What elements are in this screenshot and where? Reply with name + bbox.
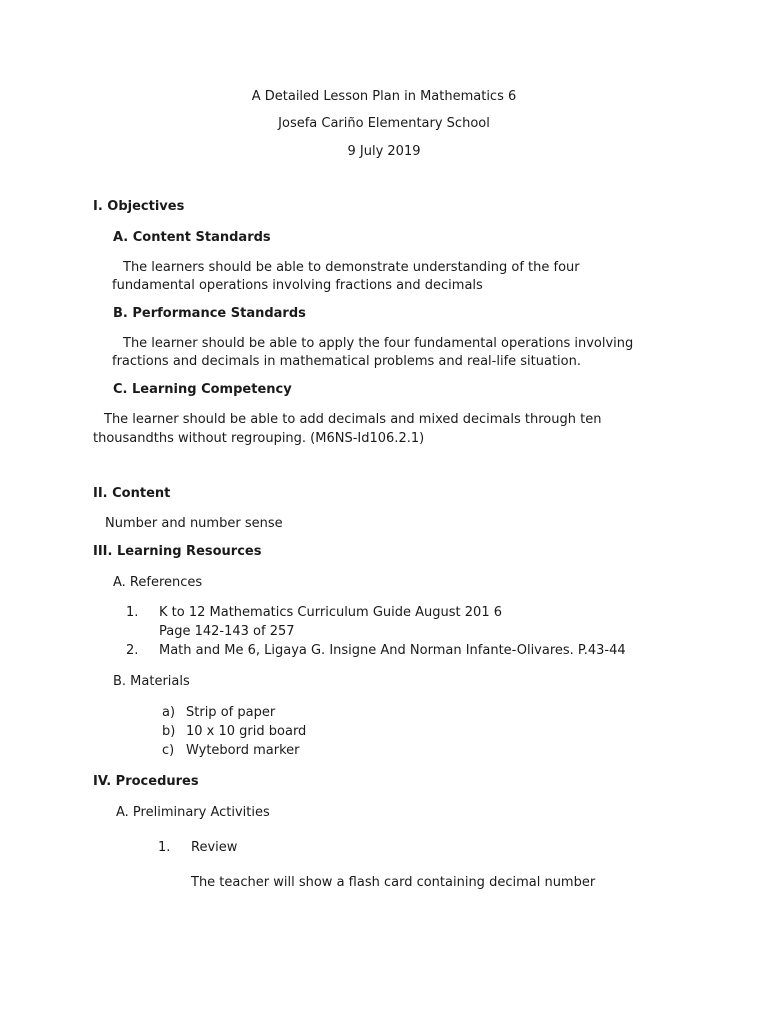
references-heading: A. References (113, 575, 203, 590)
material-item-marker: a) (162, 705, 176, 720)
reference-item-number: 1. (126, 605, 139, 620)
reference-item-line1: K to 12 Mathematics Curriculum Guide August 201 6 (159, 605, 502, 620)
reference-item-line1: Math and Me 6, Ligaya G. Insigne And Norman Infante-Olivares. P.43-44 (159, 643, 626, 658)
performance-standards-text-line2: fractions and decimals in mathematical problems and real-life situation. (112, 354, 581, 369)
learning-competency-text-line2: thousandths without regrouping. (M6NS-Id106.2.1) (93, 431, 425, 446)
material-item-marker: b) (162, 724, 176, 739)
material-item-text: Strip of paper (186, 705, 276, 720)
reference-item-number: 2. (126, 643, 139, 658)
content-standards-text-line2: fundamental operations involving fractions and decimals (112, 278, 483, 293)
performance-standards-text-line1: The learner should be able to apply the four fundamental operations involving (123, 336, 634, 351)
content-heading: II. Content (93, 486, 171, 501)
reference-item-line2: Page 142-143 of 257 (159, 624, 295, 639)
material-item-text: Wytebord marker (186, 743, 300, 758)
review-label: Review (191, 840, 238, 855)
review-text: The teacher will show a flash card containing decimal number (191, 875, 596, 890)
content-text: Number and number sense (105, 516, 283, 531)
lesson-date: 9 July 2019 (347, 144, 421, 159)
material-item-marker: c) (162, 743, 175, 758)
procedures-heading: IV. Procedures (93, 774, 199, 789)
learning-competency-heading: C. Learning Competency (113, 382, 292, 397)
school-name: Josefa Cariño Elementary School (278, 116, 490, 131)
content-standards-heading: A. Content Standards (113, 230, 271, 245)
document-title: A Detailed Lesson Plan in Mathematics 6 (251, 89, 517, 104)
objectives-heading: I. Objectives (93, 199, 185, 214)
learning-resources-heading: III. Learning Resources (93, 544, 262, 559)
content-standards-text-line1: The learners should be able to demonstrate understanding of the four (123, 260, 580, 275)
preliminary-activities-heading: A. Preliminary Activities (116, 805, 270, 820)
review-number: 1. (158, 840, 171, 855)
material-item-text: 10 x 10 grid board (186, 724, 307, 739)
materials-heading: B. Materials (113, 674, 190, 689)
learning-competency-text-line1: The learner should be able to add decimals and mixed decimals through ten (104, 412, 602, 427)
performance-standards-heading: B. Performance Standards (113, 306, 306, 321)
